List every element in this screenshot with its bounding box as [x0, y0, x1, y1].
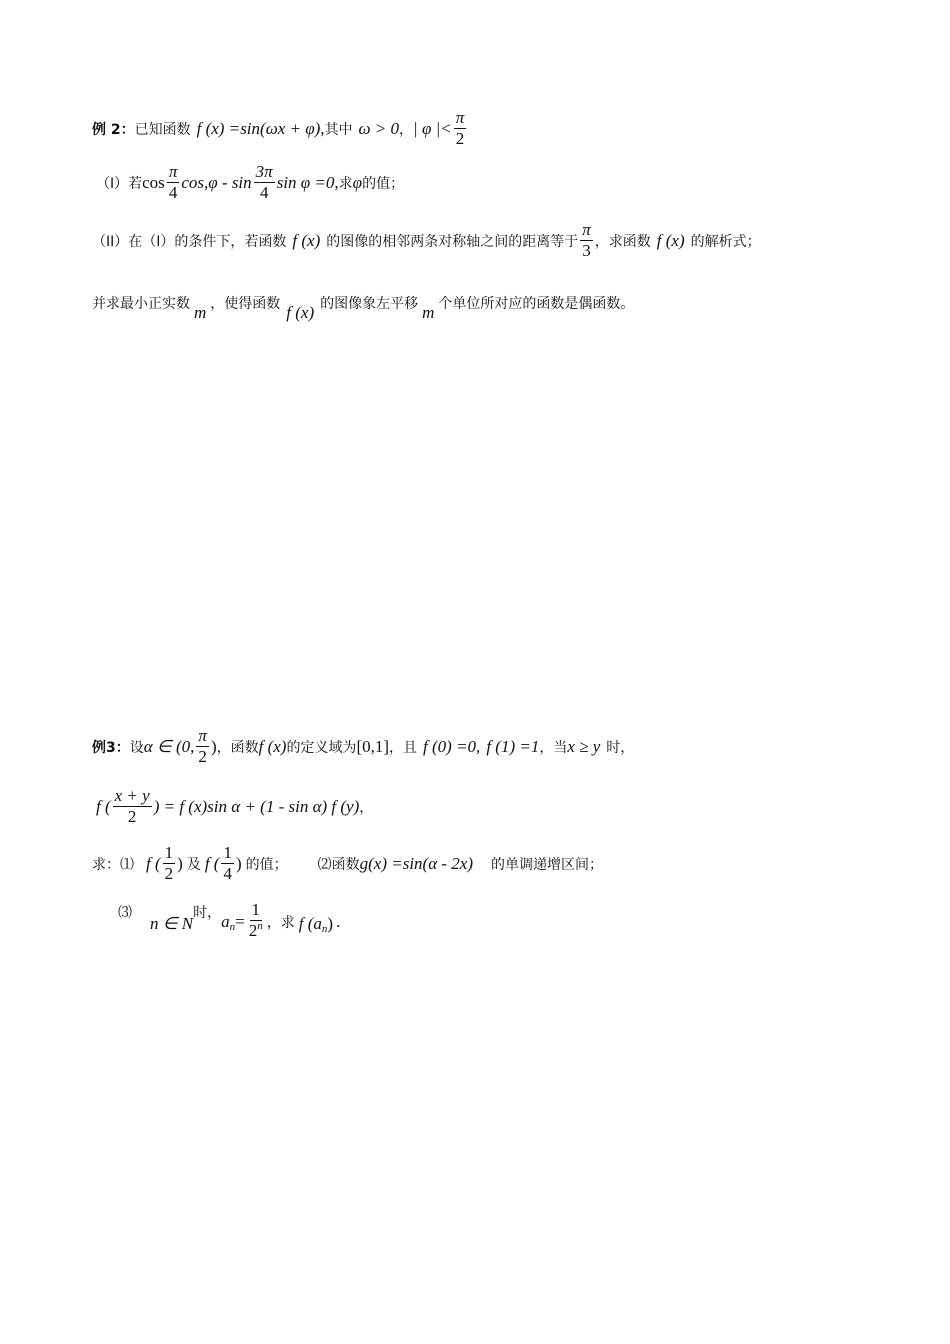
- part2-mid: 的图像的相邻两条对称轴之间的距离等于: [326, 233, 579, 250]
- ex3-fx: f (x): [258, 736, 287, 756]
- frac-den: 2: [127, 807, 137, 826]
- ex2-part1: [96, 162, 404, 203]
- q3-an: a: [221, 911, 230, 931]
- q3-n-in: n ∈ N: [150, 914, 194, 933]
- ex3-xy: x ≥ y: [567, 736, 601, 756]
- q1-one-half: [163, 843, 176, 884]
- ex3-statement: [92, 726, 634, 767]
- q3-fan-sub: n: [321, 923, 328, 935]
- eq-frac: [113, 786, 152, 827]
- frac-den: 2: [198, 747, 207, 766]
- part1-label: （I）若: [96, 175, 143, 192]
- ex2-statement: [92, 108, 468, 149]
- part2-line2-b: ，使得函数: [210, 296, 281, 312]
- ex3-domain: [0,1]: [356, 736, 390, 756]
- ex2-sep: ，: [399, 121, 414, 138]
- ex3-pi-over-2: [196, 726, 209, 767]
- frac-num: π: [168, 162, 178, 181]
- ex3-c5: 时，: [606, 739, 635, 756]
- ex2-intro: 已知函数: [134, 121, 191, 138]
- q3-one-over-2n: [247, 900, 265, 943]
- ex3-question-3: [118, 896, 340, 943]
- frac-num: 1: [223, 843, 232, 862]
- frac-den: 2: [164, 864, 174, 883]
- frac-num: x + y: [114, 786, 150, 805]
- ex3-c4: ，当: [539, 739, 568, 756]
- q1-f: f (: [146, 853, 161, 873]
- ex2-part2-line2: [92, 293, 635, 322]
- part1-phi: φ: [352, 172, 363, 192]
- frac-num: 1: [164, 843, 174, 862]
- q2-func: g(x) =sin(α - 2x): [359, 853, 474, 873]
- q2-label: ⑵函数: [317, 856, 360, 873]
- frac-num: 1: [251, 900, 260, 919]
- frac-den: 4: [223, 864, 232, 883]
- ex3-c1: ，函数: [216, 739, 259, 756]
- ex3-c3: ，且: [389, 739, 418, 756]
- eq-comma: ，: [359, 799, 374, 816]
- frac-num: π: [198, 726, 207, 745]
- part2-fx2: f (x): [656, 230, 685, 250]
- ex2-phi-abs: | φ |<: [413, 118, 452, 138]
- part1-cosphi: cos,φ - sin: [181, 172, 252, 192]
- ex3-questions-1-2: [92, 843, 603, 884]
- q-label: 求：⑴: [92, 856, 134, 873]
- eq-rest: ) = f (x)sin α + (1 - sin α) f (y): [153, 796, 360, 816]
- part2-m1: m: [194, 303, 207, 322]
- ex3-close: ): [210, 736, 217, 756]
- q3-an-sub: n: [229, 920, 236, 933]
- ex2-pi-over-2: [454, 108, 467, 149]
- ex3-alpha-in: α ∈ (0,: [143, 736, 195, 756]
- q1-tail: 的值；: [245, 856, 288, 873]
- ex2-part2: [92, 220, 761, 261]
- part2-m2: m: [422, 303, 435, 322]
- ex2-label: 例 2：: [92, 121, 135, 138]
- part1-sinphi: sin φ =0,: [276, 172, 339, 192]
- ex3-f0: f (0) =0,: [423, 736, 481, 756]
- frac-den: 4: [259, 183, 269, 202]
- ex3-f1: f (1) =1: [486, 736, 540, 756]
- part1-cos: cos: [142, 172, 165, 192]
- q3-dot: .: [336, 912, 341, 931]
- part2-fx3: f (x): [286, 303, 315, 322]
- q2-tail: 的单调递增区间；: [491, 856, 604, 873]
- part2-tail: 的解析式；: [690, 233, 761, 250]
- ex2-omega-condition: ω > 0: [358, 118, 400, 138]
- q1-one-quarter: [221, 843, 234, 884]
- q3-eq: =: [235, 911, 245, 931]
- q1-close: ): [177, 853, 183, 873]
- frac-num: 3π: [255, 162, 273, 181]
- eq-f: f (: [96, 796, 111, 816]
- frac-den: 2: [455, 129, 465, 148]
- q3-fan-close: ): [327, 914, 334, 933]
- ex3-functional-equation: [96, 786, 373, 827]
- part2-line2-d: 个单位所对应的函数是偶函数。: [438, 296, 635, 312]
- q3-comma: ，求: [266, 914, 295, 931]
- q1-f2: f (: [204, 853, 220, 873]
- frac-den: 3: [582, 241, 591, 260]
- part1-3pi-over-4: [254, 162, 275, 203]
- ex2-function: f (x) =sin(ωx + φ),: [196, 118, 325, 138]
- part2-line2-c: 的图像象左平移: [320, 296, 419, 312]
- part1-pi-over-4: [167, 162, 180, 203]
- frac-den: 4: [168, 183, 178, 202]
- ex3-label: 例3：: [92, 739, 130, 756]
- part2-line2-a: 并求最小正实数: [92, 296, 190, 312]
- frac-num: π: [582, 220, 591, 239]
- ex3-c2: 的定义域为: [286, 739, 357, 756]
- pow-exp: n: [257, 920, 263, 932]
- part2-pi-over-3: [580, 220, 593, 261]
- q3-shi: 时，: [193, 905, 222, 921]
- part2-ask: ，求函数: [594, 233, 651, 250]
- q1-ji: 及: [186, 856, 201, 873]
- q3-label: ⑶: [118, 905, 132, 921]
- part1-ask: 求: [338, 175, 353, 192]
- q3-fan: f (a: [298, 914, 322, 933]
- part1-tail: 的值；: [362, 175, 405, 192]
- ex2-qizhong: 其中: [324, 121, 353, 138]
- part2-fx: f (x): [292, 230, 321, 250]
- part2-label: （II）在（I）的条件下，若函数: [92, 233, 287, 250]
- q1-close2: ): [235, 853, 242, 873]
- pow-base: 2: [248, 921, 258, 940]
- ex3-set: 设: [129, 739, 144, 756]
- frac-num: π: [455, 108, 465, 127]
